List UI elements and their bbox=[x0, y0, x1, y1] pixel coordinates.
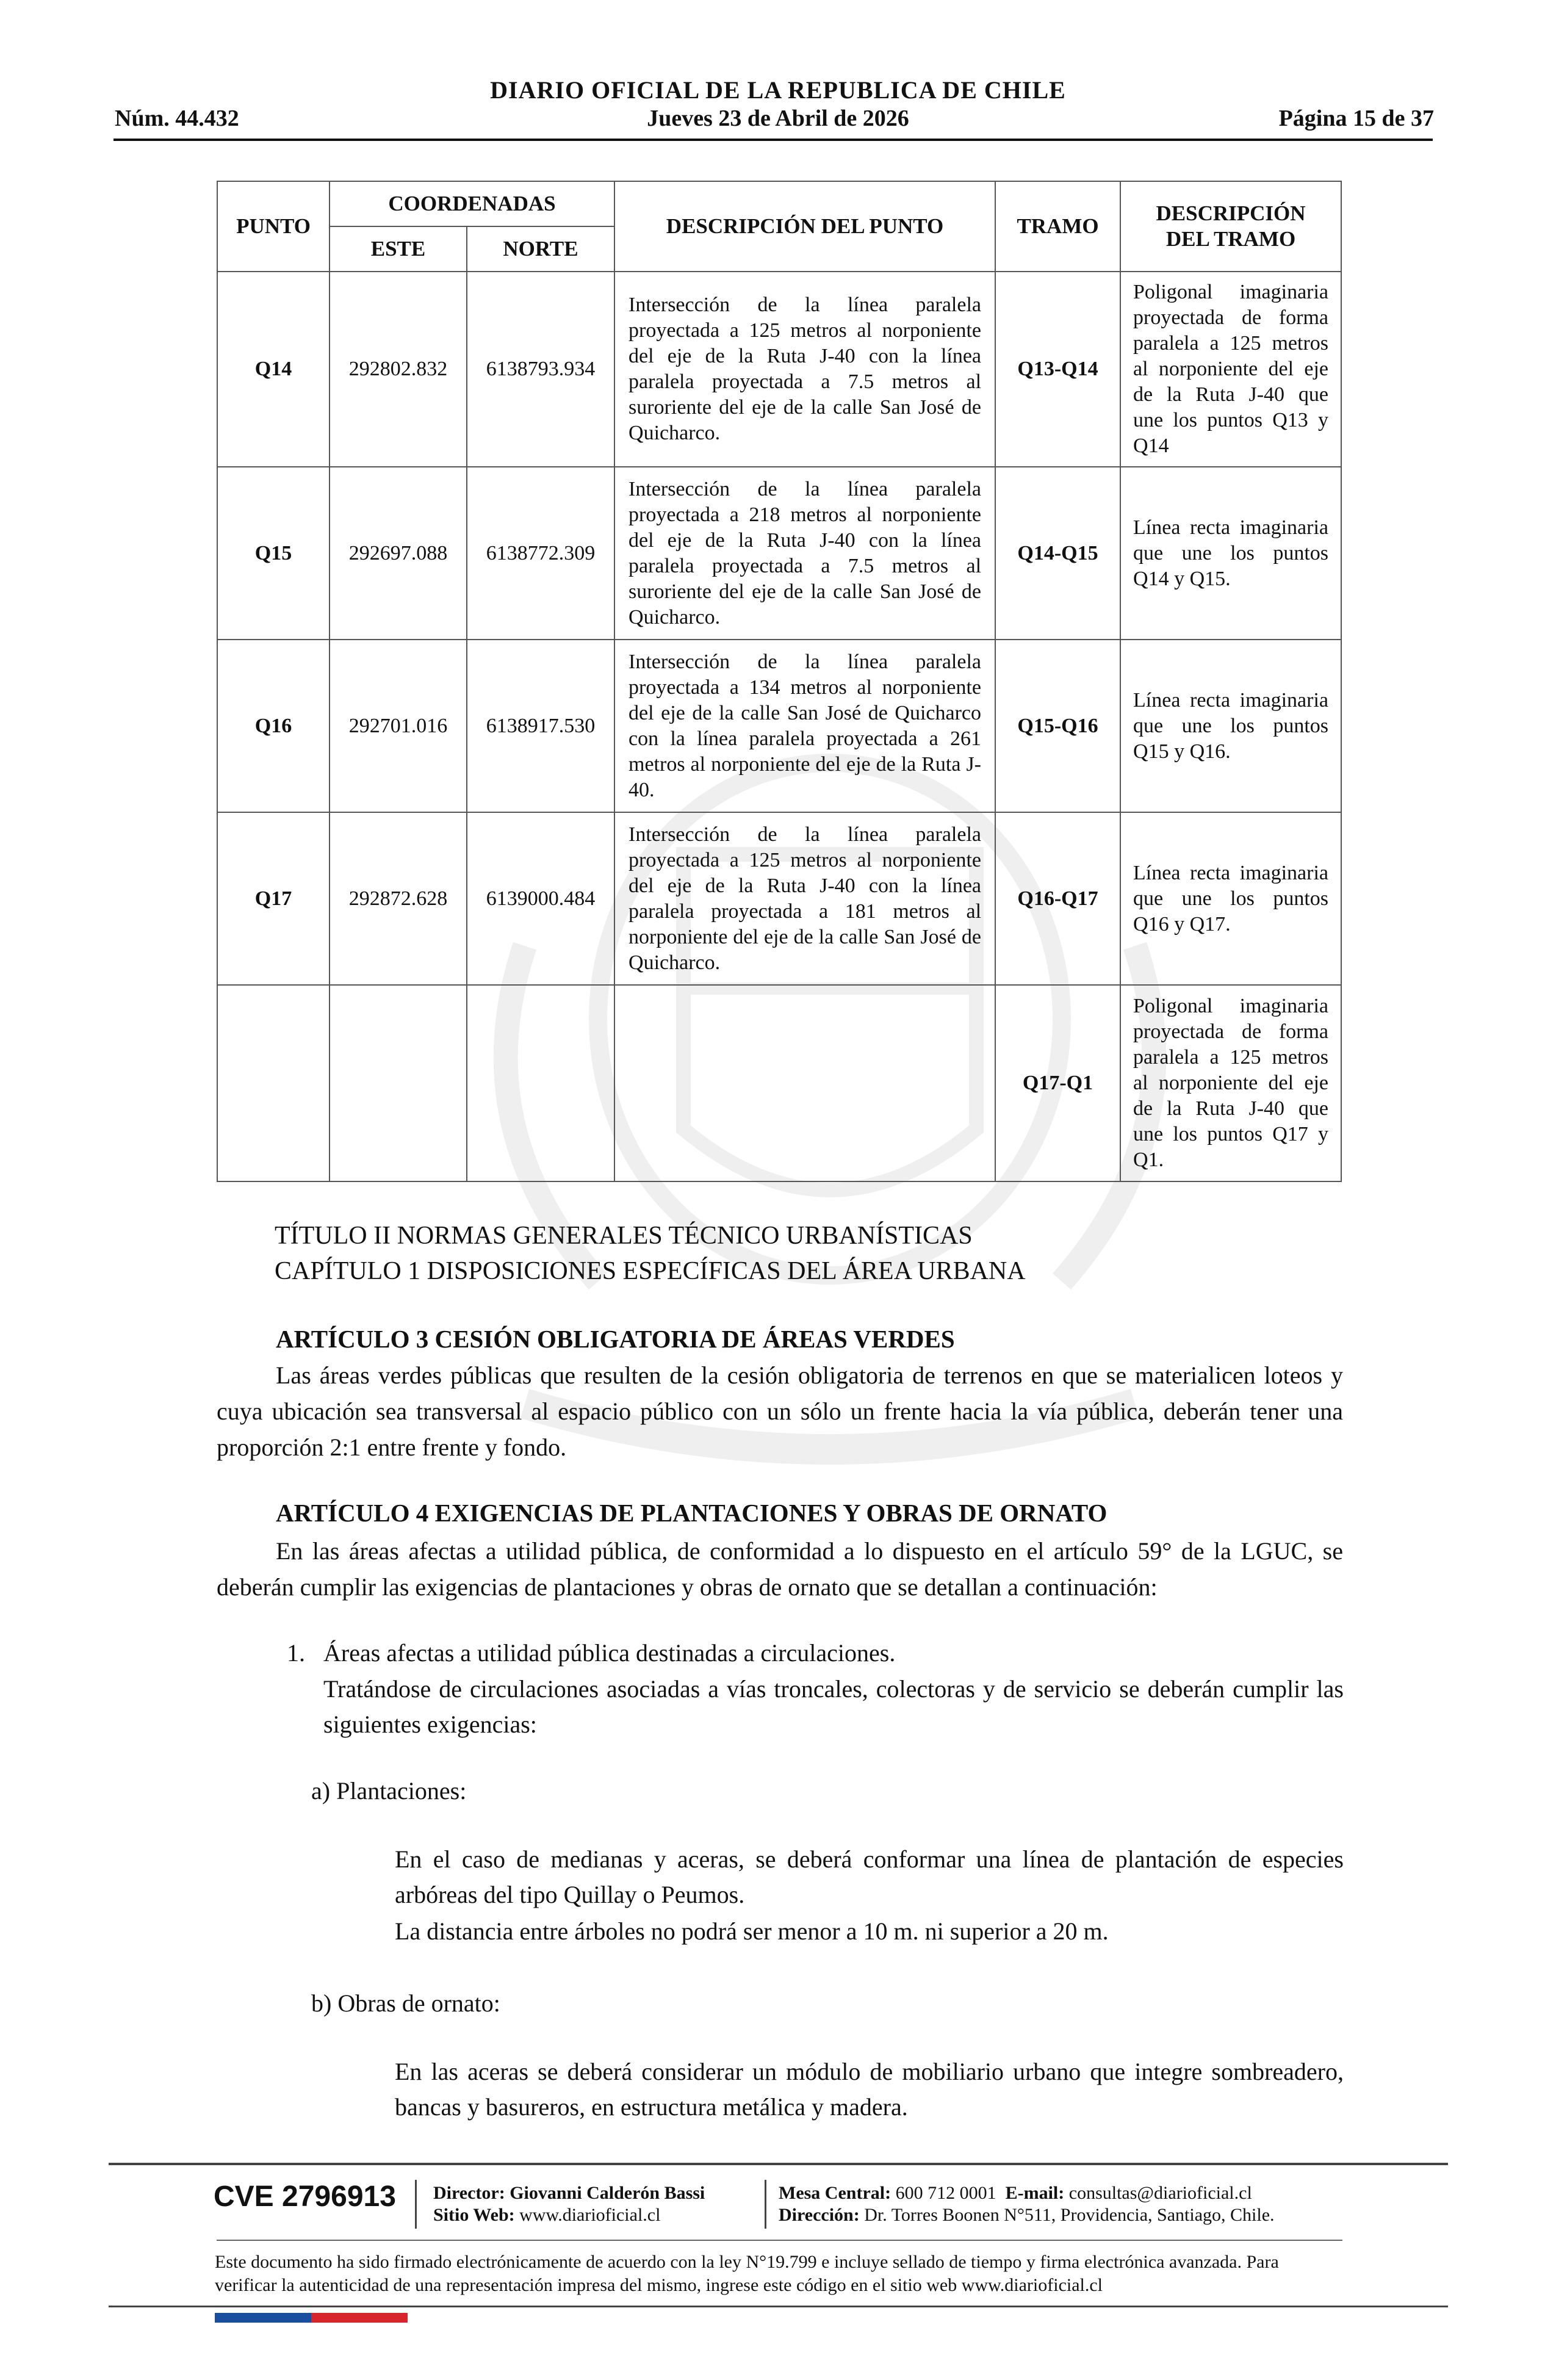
cell-tramo: Q13-Q14 bbox=[995, 272, 1120, 467]
table-row bbox=[217, 272, 1341, 467]
website-link[interactable]: www.diarioficial.cl bbox=[519, 2205, 661, 2225]
header-norte: NORTE bbox=[467, 226, 614, 272]
direccion-label: Dirección: bbox=[779, 2205, 860, 2225]
cell-este: 292872.628 bbox=[330, 812, 467, 985]
header-coordenadas: COORDENADAS bbox=[330, 181, 614, 226]
articulo-3-heading: ARTÍCULO 3 CESIÓN OBLIGATORIA DE ÁREAS VERDES bbox=[276, 1325, 955, 1353]
footer-separator bbox=[415, 2180, 417, 2229]
footer-bottom-rule bbox=[109, 2306, 1448, 2307]
cell-descripcion: Intersección de la línea paralela proyectada a 125 metros al norponiente del eje de la Ruta J-40 con la línea paralela proyectada a 181 metros al norponiente del eje de la calle San José de Quicharco. bbox=[614, 812, 995, 985]
cell-descripcion-tramo: Línea recta imaginaria que une los puntos Q14 y Q15. bbox=[1120, 467, 1341, 640]
cell-tramo: Q15-Q16 bbox=[995, 640, 1120, 812]
website-label: Sitio Web: bbox=[433, 2205, 515, 2225]
cell-norte: 6138772.309 bbox=[467, 467, 614, 640]
header-descripcion-punto: DESCRIPCIÓN DEL PUNTO bbox=[614, 181, 995, 272]
cell-descripcion-tramo: Poligonal imaginaria proyectada de forma paralela a 125 metros al norponiente del eje de la Ruta J-40 que une los puntos Q17 y Q1. bbox=[1120, 985, 1341, 1181]
cell-tramo: Q16-Q17 bbox=[995, 812, 1120, 985]
cell-este: 292802.832 bbox=[330, 272, 467, 467]
table-row bbox=[217, 985, 1341, 1181]
header-tramo: TRAMO bbox=[995, 181, 1120, 272]
header-punto: PUNTO bbox=[217, 181, 330, 272]
header-descripcion-tramo-text: DESCRIPCIÓN DEL TRAMO bbox=[1156, 201, 1306, 251]
header-descripcion-tramo bbox=[1120, 181, 1341, 272]
cell-punto: Q15 bbox=[217, 467, 330, 640]
flag-stripe-red bbox=[311, 2313, 408, 2323]
footer-director bbox=[433, 2182, 705, 2204]
cell-tramo: Q14-Q15 bbox=[995, 467, 1120, 640]
cell-descripcion-tramo: Poligonal imaginaria proyectada de forma paralela a 125 metros al norponiente del eje de la Ruta J-40 que une los puntos Q13 y Q14 bbox=[1120, 272, 1341, 467]
footer-separator bbox=[765, 2180, 766, 2229]
articulo-4-text: En las áreas afectas a utilidad pública, de conformidad a lo dispuesto en el artículo 59° de la LGUC, se deberán cumplir las exigencias de plantaciones y obras de ornato que se detallan a continuación: bbox=[217, 1537, 1343, 1601]
titulo-heading: TÍTULO II NORMAS GENERALES TÉCNICO URBANÍSTICAS bbox=[275, 1222, 973, 1250]
capitulo-heading: CAPÍTULO 1 DISPOSICIONES ESPECÍFICAS DEL ÁREA URBANA bbox=[275, 1257, 1026, 1285]
cell-norte: 6139000.484 bbox=[467, 812, 614, 985]
cell-punto bbox=[217, 985, 330, 1181]
cell-norte bbox=[467, 985, 614, 1181]
issue-date: Jueves 23 de Abril de 2026 bbox=[647, 106, 909, 131]
footer-mid-rule bbox=[217, 2240, 1342, 2241]
issue-number: Núm. 44.432 bbox=[115, 106, 239, 131]
plantaciones-label: a) Plantaciones: bbox=[311, 1777, 467, 1805]
cell-este: 292697.088 bbox=[330, 467, 467, 640]
ornato-label: b) Obras de ornato: bbox=[311, 1989, 500, 2017]
cell-punto: Q17 bbox=[217, 812, 330, 985]
page-indicator: Página 15 de 37 bbox=[1278, 106, 1434, 131]
cell-descripcion-tramo: Línea recta imaginaria que une los puntos Q16 y Q17. bbox=[1120, 812, 1341, 985]
table-row bbox=[217, 467, 1341, 640]
cell-norte: 6138917.530 bbox=[467, 640, 614, 812]
item-1-text: Tratándose de circulaciones asociadas a vías troncales, colectoras y de servicio se deberán cumplir las siguientes exigencias: bbox=[323, 1675, 1344, 1738]
direccion-text: Dr. Torres Boonen N°511, Providencia, Santiago, Chile. bbox=[864, 2205, 1275, 2225]
cell-punto: Q16 bbox=[217, 640, 330, 812]
email-label: E-mail: bbox=[1005, 2183, 1065, 2203]
plantaciones-distance: La distancia entre árboles no podrá ser menor a 10 m. ni superior a 20 m. bbox=[395, 1917, 1109, 1945]
table-row bbox=[217, 640, 1341, 812]
header-este: ESTE bbox=[330, 226, 467, 272]
footer-address bbox=[779, 2204, 1275, 2226]
publication-title: DIARIO OFICIAL DE LA REPUBLICA DE CHILE bbox=[490, 76, 1066, 104]
item-1-number: 1. bbox=[287, 1639, 305, 1667]
cell-descripcion: Intersección de la línea paralela proyectada a 134 metros al norponiente del eje de la calle San José de Quicharco con la línea paralela proyectada a 261 metros al norponiente del eje de la Ruta J-40. bbox=[614, 640, 995, 812]
cve-code: CVE 2796913 bbox=[214, 2180, 396, 2213]
item-1-title: Áreas afectas a utilidad pública destinadas a circulaciones. bbox=[323, 1639, 896, 1667]
mesa-phone: 600 712 0001 bbox=[895, 2183, 996, 2203]
cell-norte: 6138793.934 bbox=[467, 272, 614, 467]
plantaciones-text: En el caso de medianas y aceras, se deberá conformar una línea de plantación de especies arbóreas del tipo Quillay o Peumos. bbox=[395, 1845, 1344, 1908]
cell-descripcion bbox=[614, 985, 995, 1181]
articulo-3-text: Las áreas verdes públicas que resulten de la cesión obligatoria de terrenos en que se materialicen loteos y cuya ubicación sea transversal al espacio público con un sólo un frente hacia la vía pública, deberán tener una proporción 2:1 entre frente y fondo. bbox=[217, 1361, 1343, 1461]
cell-tramo: Q17-Q1 bbox=[995, 985, 1120, 1181]
director-label: Director: bbox=[433, 2183, 505, 2203]
mesa-label: Mesa Central: bbox=[779, 2183, 891, 2203]
director-name: Giovanni Calderón Bassi bbox=[510, 2183, 705, 2203]
footer-legal-notice: Este documento ha sido firmado electrónicamente de acuerdo con la ley N°19.799 e incluye sellado de tiempo y firma electrónica avanzada. Para verificar la autenticidad de una representación impresa del mismo, ingrese este código en el sitio web www.diarioficial.cl bbox=[215, 2252, 1279, 2295]
cell-este bbox=[330, 985, 467, 1181]
articulo-4-heading: ARTÍCULO 4 EXIGENCIAS DE PLANTACIONES Y OBRAS DE ORNATO bbox=[276, 1499, 1108, 1527]
cell-descripcion: Intersección de la línea paralela proyectada a 218 metros al norponiente del eje de la Ruta J-40 con la línea paralela proyectada a 7.5 metros al suroriente del eje de la calle San José de Quicharco. bbox=[614, 467, 995, 640]
cell-punto: Q14 bbox=[217, 272, 330, 467]
ornato-text: En las aceras se deberá considerar un módulo de mobiliario urbano que integre sombreadero, bancas y basureros, en estructura metálica y madera. bbox=[395, 2058, 1344, 2121]
footer-top-rule bbox=[109, 2163, 1448, 2165]
header-rule bbox=[113, 139, 1433, 141]
cell-descripcion-tramo: Línea recta imaginaria que une los puntos Q15 y Q16. bbox=[1120, 640, 1341, 812]
flag-stripe-blue bbox=[215, 2313, 311, 2323]
coordinates-table bbox=[217, 181, 1342, 1182]
cell-este: 292701.016 bbox=[330, 640, 467, 812]
footer-contact bbox=[779, 2182, 1252, 2204]
email-link[interactable]: consultas@diarioficial.cl bbox=[1068, 2183, 1252, 2203]
table-row bbox=[217, 812, 1341, 985]
cell-descripcion: Intersección de la línea paralela proyectada a 125 metros al norponiente del eje de la Ruta J-40 con la línea paralela proyectada a 7.5 metros al suroriente del eje de la calle San José de Quicharco. bbox=[614, 272, 995, 467]
footer-website bbox=[433, 2204, 660, 2226]
